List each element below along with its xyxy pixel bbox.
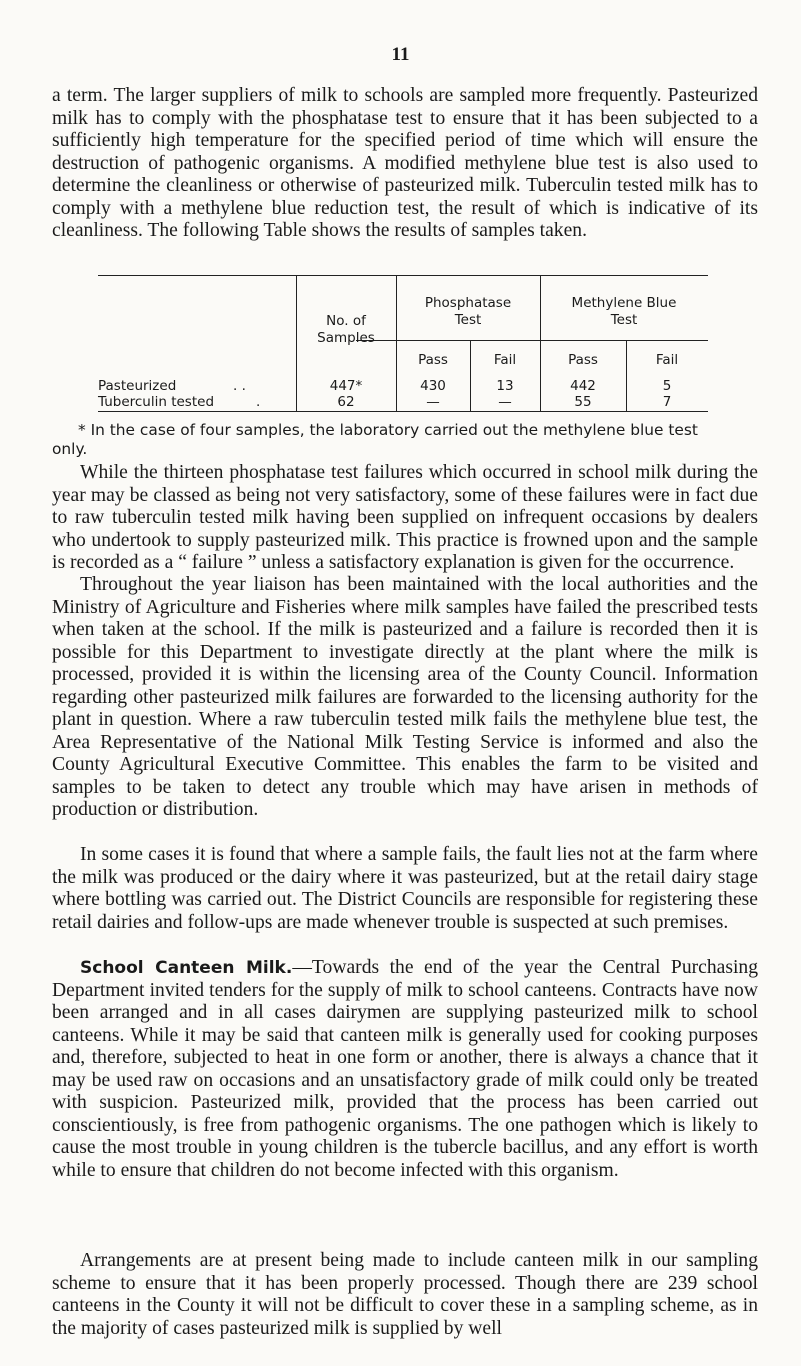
leader-dots: . [256, 394, 261, 410]
header-mb-pass: Pass [568, 352, 598, 368]
paragraph-liaison: Throughout the year liaison has been maintained with the local authorities and the Ministry of Agriculture and Fisheries where milk samples have failed the prescribed tests when taken at the school. If the milk is pasteurized and a failure is recorded then it is possible for this Department to investigate directly at the plant where the milk is processed, provided it is within the licensing area of the County Council. Information regarding other pasteurized milk failures are forwarded to the licensing authority for the plant in question. Where a raw tuberculin tested milk fails the methylene blue test, the Area Representative of the National Milk Testing Service is informed and also the County Agricultural Executive Committee. This enables the farm to be visited and samples to be taken to detect any trouble which may have arisen in methods of production or distribution. [52, 574, 758, 820]
subheader-rule [356, 340, 708, 341]
paragraph-arrangements: Arrangements are at present being made to include canteen milk in our sampling scheme to ensure that it has been properly processed. Though there are 239 school canteens in the County it will not be difficult to cover these in a sampling scheme, as in the majority of cases pasteurized milk is supplied by well [52, 1250, 758, 1339]
row-label-tuberculin-tested: Tuberculin tested [98, 394, 215, 410]
section-body: —Towards the end of the year the Central Purchasing Department invited tenders for the supply of milk to school canteens. Contracts have now been arranged and in all cases dairymen are supplying pasteurized milk to school canteens. While it may be said that canteen milk is generally used for cooking purposes and, therefore, subjected to heat in one form or another, there is always a chance that it may be used raw on occasions and an unsatisfactory grade of milk could only be treated with suspicion. Pasteurized milk, provided that the process has been carried out conscientiously, is free from pathogenic organisms. The one pathogen which is likely to cause the most trouble in young children is the tubercle bacillus, and any effort is worth while to ensure that children do not become infected with this organism. [52, 957, 758, 1181]
section-heading: School Canteen Milk. [80, 958, 293, 978]
cell-mb-pass: 55 [574, 394, 592, 410]
cell-ph-fail: — [498, 394, 512, 410]
table-bottom-rule [98, 411, 708, 412]
header-methylene-blue-test: Methylene Blue Test [571, 295, 677, 328]
cell-mb-pass: 442 [570, 378, 596, 394]
paragraph-school-canteen-milk [52, 957, 758, 1182]
page-number: 11 [391, 44, 410, 65]
cell-ph-pass: 430 [420, 378, 446, 394]
intro-paragraph: a term. The larger suppliers of milk to schools are sampled more frequently. Pasteurized milk has to comply with the phosphatase test to ensure that it has been subjected to a sufficiently high temperature for the specified period of time which will ensure the destruction of pathogenic organisms. A modified methylene blue test is also used to determine the cleanliness or otherwise of pasteurized milk. Tuberculin tested milk has to comply with a methylene blue reduction test, the result of which is indicative of its cleanliness. The following Table shows the results of samples taken. [52, 85, 758, 241]
paragraph-retail-dairies: In some cases it is found that where a sample fails, the fault lies not at the farm where the milk was produced or the dairy where it was pasteurized, but at the retail dairy stage where bottling was carried out. The District Councils are responsible for registering these retail dairies and follow-ups are made whenever trouble is suspected at such premises. [52, 844, 758, 933]
cell-mb-fail: 7 [662, 394, 672, 410]
row-label-pasteurized: Pasteurized [98, 378, 177, 394]
results-table [98, 275, 708, 412]
leader-dots: . . [233, 378, 246, 394]
table-footnote: * In the case of four samples, the laboratory carried out the methylene blue test only. [52, 421, 698, 458]
header-mb-fail: Fail [655, 352, 679, 368]
header-phosphatase-test: Phosphatase Test [424, 295, 512, 328]
header-ph-fail: Fail [493, 352, 517, 368]
cell-ph-fail: 13 [496, 378, 514, 394]
header-samples: No. of Samples [317, 313, 375, 346]
cell-samples: 62 [337, 394, 355, 410]
paragraph-phosphatase-failures: While the thirteen phosphatase test failures which occurred in school milk during the year may be classed as being not very satisfactory, some of these failures were in fact due to raw tuberculin tested milk having been supplied on infrequent occasions by dealers who undertook to supply pasteurized milk. This practice is frowned upon and the sample is recorded as a “ failure ” unless a satisfactory explanation is given for the occurrence. [52, 462, 758, 573]
header-ph-pass: Pass [418, 352, 448, 368]
cell-samples: 447* [329, 378, 363, 394]
table-top-rule [98, 275, 708, 276]
cell-ph-pass: — [426, 394, 440, 410]
cell-mb-fail: 5 [662, 378, 672, 394]
